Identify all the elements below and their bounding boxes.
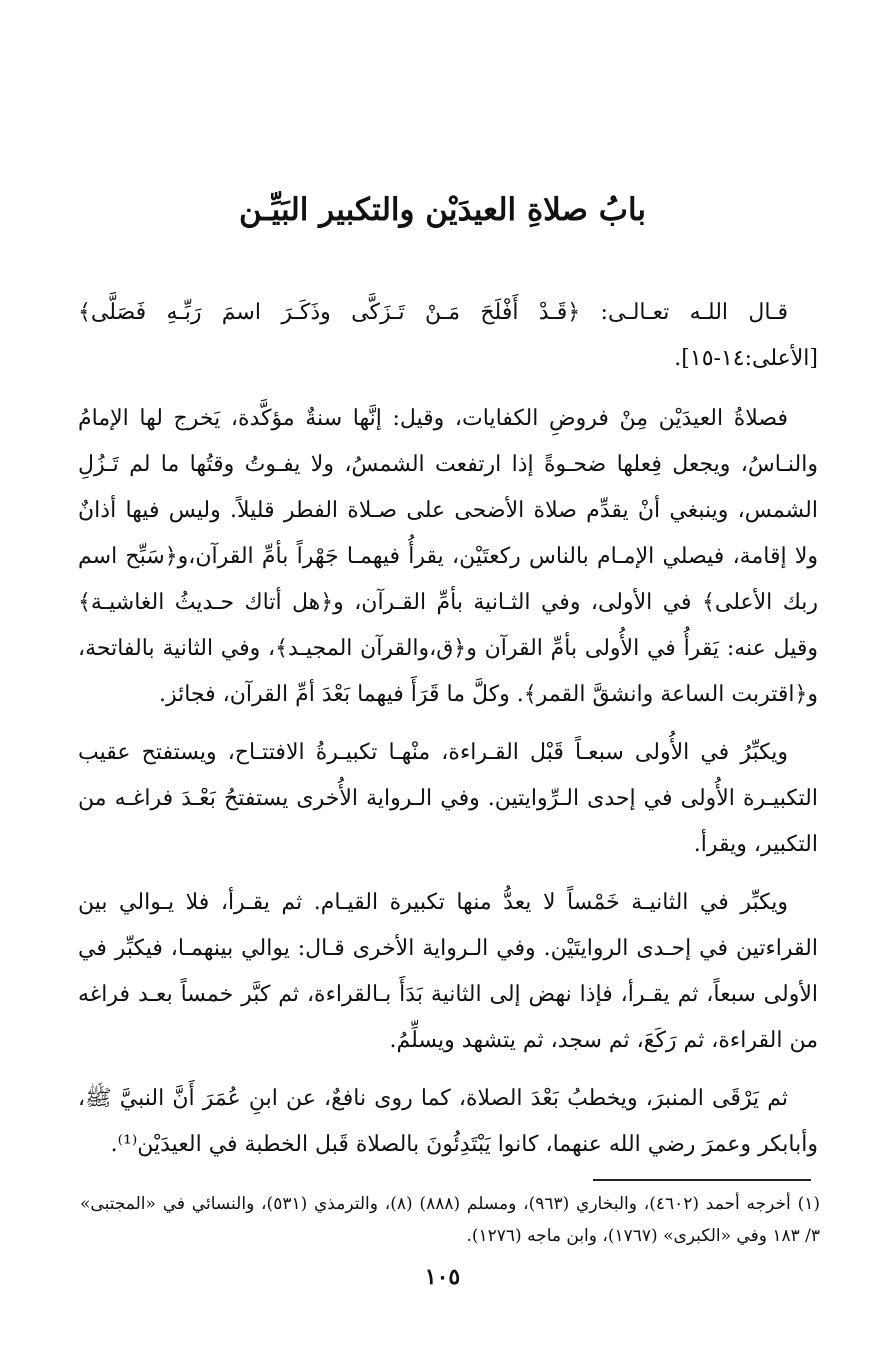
chapter-title: بابُ صلاةِ العيدَيْن والتكبير البَيِّـن (238, 192, 647, 228)
footnote-1: (١) أخرجه أحمد (٤٦٠٢)، والبخاري (٩٦٣)، ومسلم (٨٨٨) (٨)، والترمذي (٥٣١)، والنسائي في «المجتبى» ٣/ ١٨٣ وفي «الكبرى» (١٧٦٧)، وابن ماجه (١٢٧٦). (80, 1194, 820, 1246)
main-text (78, 290, 818, 1180)
page-number: ١٠٥ (424, 1264, 461, 1290)
eid-prayer-ruling-paragraph: فصلاةُ العيدَيْن مِنْ فروضِ الكفايات، وقيل: إنَّها سنةٌ مؤكَّدة، يَخرج لها الإمامُ والنـاسُ، ويجعل فِعلها ضحـوةً إذا ارتفعت الشمسُ، ولا يفـوتُ وقتُها ما لم تَـزُلِ الشمس، وينبغي أنْ يقدِّم صلاة الأضحى على صـلاة الفطر قليلاً. وليس فيها أذانٌ ولا إقامة، فيصلي الإمـام بالناس ركعتَيْن، يقرأُ فيهمـا جَهْراً بأمِّ القرآن،و﴿سَبِّح اسم ربك الأعلى﴾ في الأولى، وفي الثـانية بأمِّ القـرآن، و﴿هل أتاك حـديثُ الغاشيـة﴾ وقيل عنه: يَقرأُ في الأُولى بأمِّ القرآن و﴿ق،والقرآن المجيـد﴾، وفي الثانية بالفاتحة، و﴿اقتربت الساعة وانشقَّ القمر﴾. وكلَّ ما قَرَأَ فيهما بَعْدَ أمِّ القرآن، فجائز. (78, 406, 818, 707)
quran-verse-paragraph: قـال اللـه تعـالـى: ﴿قَـدْ أَفْلَحَ مَـنْ تَـزَكَّى وذَكَـرَ اسمَ رَبِّـهِ فَصَلَّى﴾ [الأعلى:١٤-١٥]. (78, 300, 818, 371)
first-rakah-takbir-paragraph: ويكبِّرُ في الأُولى سبعـاً قَبْل القـراءة، منْهـا تكبيـرةُ الافتتـاح، ويستفتح عقيب التكبيـرة الأُولى في إحدى الـرِّوايتين. وفي الـرواية الأُخرى يستفتحُ بَعْـدَ فراغـه من التكبير، ويقرأ. (78, 740, 818, 857)
second-rakah-takbir-paragraph: ويكبِّر في الثانيـة خَمْساً لا يعدُّ منها تكبيرة القيـام. ثم يقـرأ، فلا يـوالي بين القراءتين في إحـدى الروايتَيْن. وفي الـرواية الأخرى قـال: يوالي بينهمـا، فيكبِّر في الأولى سبعاً، ثم يقـرأ، فإذا نهض إلى الثانية بَدَأَ بـالقراءة، ثم كبَّر خمساً بعـد فراغه من القراءة، ثم رَكَعَ، ثم سجد، ثم يتشهد ويسلِّمُ. (78, 890, 818, 1053)
footnotes-section (80, 1188, 820, 1252)
khutbah-paragraph: ثم يَرْقَى المنبرَ، ويخطبُ بَعْدَ الصلاة، كما روى نافعٌ، عن ابنِ عُمَرَ أَنَّ النبيَّ ﷺ، وأبابكر وعمرَ رضي الله عنهما، كانوا يَبْتَدِئُونَ بالصلاة قَبل الخطبة في العيدَيْن⁽¹⁾. (78, 1086, 818, 1157)
footnote-divider (593, 1179, 811, 1181)
